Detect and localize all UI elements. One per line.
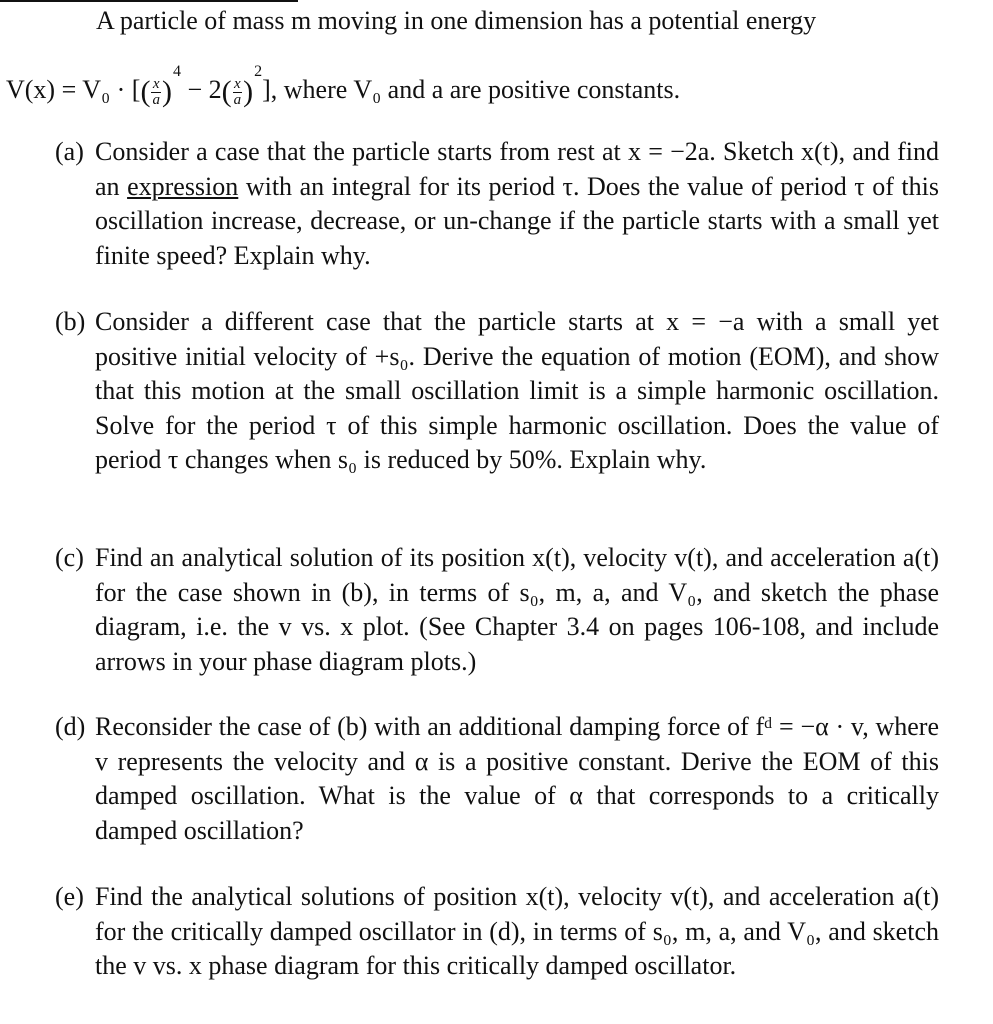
part-b — [55, 305, 939, 478]
part-a-text-2: with an integral for its period τ. Does the value of period τ of this oscillation increase, decrease, or un-change if the particle starts with a small yet finite speed? Explain why. — [95, 171, 939, 270]
part-d — [55, 710, 939, 848]
frac-denominator: a — [152, 91, 160, 108]
part-c-label: (c) — [55, 543, 84, 572]
intro-line-2-tail: ], where V₀ and a are positive constants. — [262, 75, 681, 104]
paren-open-2: ( — [221, 75, 232, 109]
top-rule — [0, 0, 298, 2]
part-b-label: (b) — [55, 307, 86, 336]
part-e — [55, 880, 939, 984]
part-c — [55, 541, 939, 679]
part-d-text: Reconsider the case of (b) with an additional damping force of fᵈ = −α · v, where v represents the velocity and α is a positive constant. Derive the EOM of this damped oscillation. What is the value of α that corresponds to a critically damped oscillation? — [95, 712, 939, 845]
fraction-x-over-a-2 — [233, 77, 243, 108]
part-a-label: (a) — [55, 137, 84, 166]
part-e-text: Find the analytical solutions of position x(t), velocity v(t), and acceleration a(t) for the critically damped oscillator in (d), in terms of s₀, m, a, and V₀, and sketch the v vs. x phase diagram for this critically damped oscillator. — [95, 882, 939, 980]
part-a-text — [95, 135, 939, 273]
part-d-label: (d) — [55, 712, 86, 741]
part-a-underlined: expression — [127, 171, 239, 201]
paren-close-2: ) — [243, 75, 254, 109]
equation-minus-two: − 2 — [180, 75, 222, 104]
exponent-2: 2 — [254, 63, 263, 80]
intro-line-1: A particle of mass m moving in one dimension has a potential energy — [96, 6, 817, 35]
part-e-label: (e) — [55, 882, 84, 911]
part-a — [55, 135, 939, 273]
frac-numerator: x — [152, 75, 160, 92]
exponent-4: 4 — [172, 63, 181, 80]
paren-open-1: ( — [140, 75, 151, 109]
frac-denominator: a — [233, 91, 242, 108]
part-b-text: Consider a different case that the particle starts at x = −a with a small yet positive initial velocity of +s₀. Derive the equation of motion (EOM), and show that this motion at the small oscillation limit is a simple harmonic oscillation. Solve for the period τ of this simple harmonic oscillation. Does the value of period τ changes when s₀ is reduced by 50%. Explain why. — [95, 307, 939, 474]
frac-numerator: x — [234, 75, 241, 92]
potential-equation — [6, 52, 680, 112]
part-c-text: Find an analytical solution of its position x(t), velocity v(t), and acceleration a(t) for the case shown in (b), in terms of s₀, m, a, and V₀, and sketch the phase diagram, i.e. the v vs. x plot. (See Chapter 3.4 on pages 106-108, and include arrows in your phase diagram plots.) — [95, 543, 939, 676]
part-a-text-1: Consider a case that the particle starts from rest at x = −2a. Sketch x(t), and find an — [95, 137, 939, 201]
paren-close-1: ) — [161, 75, 172, 109]
equation-lhs: V(x) = V₀ · [ — [6, 75, 141, 104]
fraction-x-over-a-1 — [151, 77, 161, 108]
